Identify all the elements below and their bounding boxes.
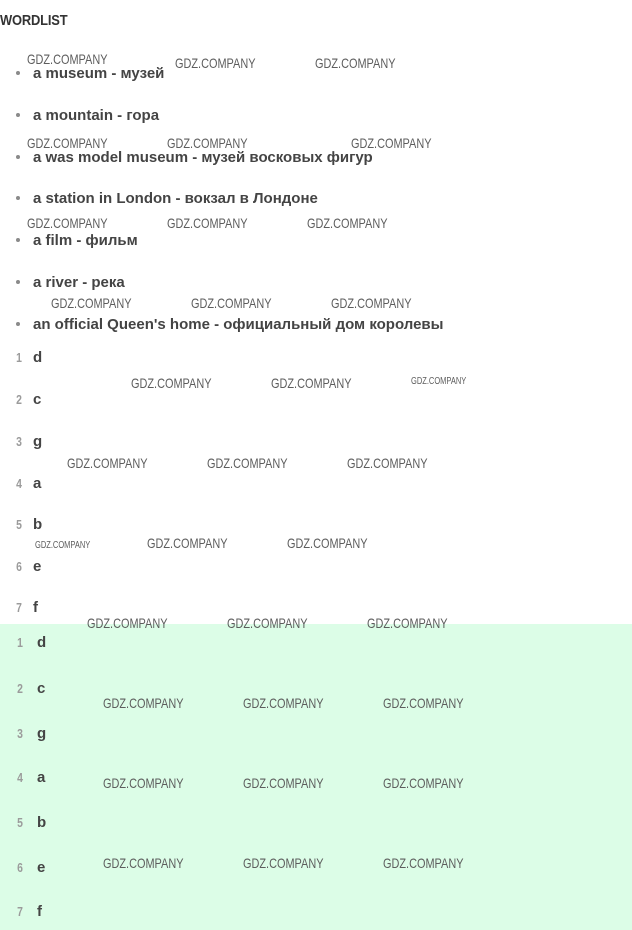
list-item: [14, 188, 318, 208]
section-title: WORDLIST: [0, 12, 68, 29]
answer-number: 7: [16, 599, 22, 615]
answer-letter: e: [37, 858, 46, 876]
answer-number: 3: [16, 433, 22, 449]
watermark: GDZ.COMPANY: [131, 375, 212, 391]
watermark: GDZ.COMPANY: [167, 135, 248, 151]
answer-row: [14, 632, 46, 652]
answer-row: [14, 678, 45, 698]
answer-number: 3: [17, 725, 23, 741]
answer-row: [14, 473, 41, 493]
watermark: GDZ.COMPANY: [191, 295, 272, 311]
list-item-text: a museum - музей: [33, 64, 165, 82]
bullet-icon: [16, 280, 20, 284]
watermark: GDZ.COMPANY: [175, 55, 256, 71]
list-item: [14, 272, 125, 292]
bullet-icon: [16, 71, 20, 75]
watermark: GDZ.COMPANY: [411, 376, 467, 387]
answer-number: 1: [16, 349, 22, 365]
bullet-icon: [16, 113, 20, 117]
answer-letter: f: [37, 902, 42, 920]
answer-number: 1: [17, 634, 23, 650]
answer-number: 5: [17, 814, 23, 830]
watermark: GDZ.COMPANY: [271, 375, 352, 391]
watermark: GDZ.COMPANY: [207, 455, 288, 471]
answer-letter: a: [37, 768, 46, 786]
watermark: GDZ.COMPANY: [243, 775, 324, 791]
list-item-text: a station in London - вокзал в Лондоне: [33, 189, 318, 207]
list-item: [14, 105, 159, 125]
answer-letter: a: [33, 474, 42, 492]
watermark: GDZ.COMPANY: [27, 215, 108, 231]
watermark: GDZ.COMPANY: [103, 855, 184, 871]
answer-row: [14, 347, 42, 367]
answer-row: [14, 597, 38, 617]
watermark: GDZ.COMPANY: [383, 855, 464, 871]
answer-row: [14, 389, 41, 409]
watermark: GDZ.COMPANY: [147, 535, 228, 551]
list-item-text: a river - река: [33, 273, 125, 291]
watermark: GDZ.COMPANY: [227, 615, 308, 631]
watermark: GDZ.COMPANY: [35, 540, 91, 551]
answer-row: [14, 723, 46, 743]
answer-letter: e: [33, 557, 42, 575]
answer-number: 6: [17, 859, 23, 875]
answer-row: [14, 431, 42, 451]
list-item: [14, 63, 164, 83]
list-item-text: a film - фильм: [33, 231, 138, 249]
answer-number: 4: [16, 475, 22, 491]
watermark: GDZ.COMPANY: [383, 695, 464, 711]
answer-letter: d: [37, 633, 47, 651]
list-item-text: a mountain - гора: [33, 106, 160, 124]
watermark: GDZ.COMPANY: [243, 695, 324, 711]
watermark: GDZ.COMPANY: [243, 855, 324, 871]
answer-letter: d: [33, 348, 43, 366]
watermark: GDZ.COMPANY: [347, 455, 428, 471]
watermark: GDZ.COMPANY: [331, 295, 412, 311]
bullet-icon: [16, 155, 20, 159]
answer-number: 2: [16, 391, 22, 407]
watermark: GDZ.COMPANY: [27, 135, 108, 151]
answer-letter: b: [33, 515, 43, 533]
answer-row: [14, 556, 41, 576]
answer-letter: b: [37, 813, 47, 831]
list-item: [14, 314, 443, 334]
answer-row: [14, 901, 42, 921]
answer-number: 5: [16, 516, 22, 532]
watermark: GDZ.COMPANY: [383, 775, 464, 791]
answer-letter: g: [37, 724, 47, 742]
answer-number: 7: [17, 903, 23, 919]
answer-row: [14, 812, 46, 832]
answer-row: [14, 767, 45, 787]
list-item-text: an official Queen's home - официальный дом королевы: [33, 315, 444, 333]
list-item: [14, 147, 373, 167]
answer-letter: c: [33, 390, 42, 408]
watermark: GDZ.COMPANY: [103, 695, 184, 711]
watermark: GDZ.COMPANY: [51, 295, 132, 311]
answer-row: [14, 857, 45, 877]
watermark: GDZ.COMPANY: [27, 51, 108, 67]
watermark: GDZ.COMPANY: [87, 615, 168, 631]
list-item-text: a was model museum - музей восковых фигур: [33, 148, 373, 166]
watermark: GDZ.COMPANY: [67, 455, 148, 471]
bullet-icon: [16, 238, 20, 242]
answer-number: 6: [16, 558, 22, 574]
watermark: GDZ.COMPANY: [307, 215, 388, 231]
list-item: [14, 230, 138, 250]
answer-letter: g: [33, 432, 43, 450]
answer-number: 4: [17, 769, 23, 785]
watermark: GDZ.COMPANY: [315, 55, 396, 71]
bullet-icon: [16, 322, 20, 326]
watermark: GDZ.COMPANY: [167, 215, 248, 231]
bullet-icon: [16, 196, 20, 200]
watermark: GDZ.COMPANY: [351, 135, 432, 151]
watermark: GDZ.COMPANY: [103, 775, 184, 791]
answer-number: 2: [17, 680, 23, 696]
answer-letter: c: [37, 679, 46, 697]
answer-row: [14, 514, 42, 534]
answer-letter: f: [33, 598, 38, 616]
watermark: GDZ.COMPANY: [287, 535, 368, 551]
highlighted-answer-panel: [0, 624, 632, 930]
watermark: GDZ.COMPANY: [367, 615, 448, 631]
